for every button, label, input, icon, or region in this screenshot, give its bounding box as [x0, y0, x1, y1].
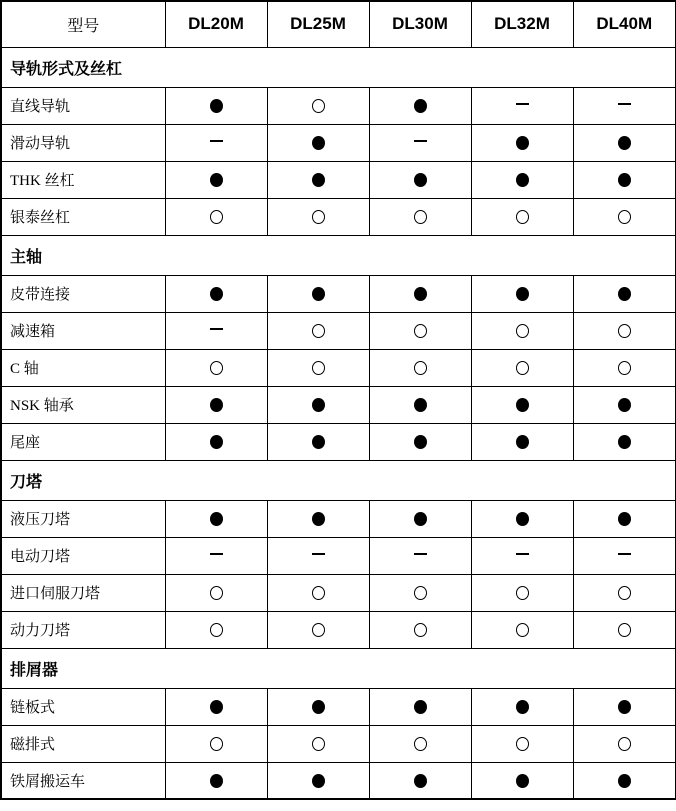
spec-row: [1, 574, 676, 611]
dash-icon: [312, 553, 325, 555]
open-circle-icon: [516, 623, 529, 637]
spec-value-cell: [165, 349, 267, 386]
filled-circle-icon: [312, 435, 325, 449]
filled-circle-icon: [414, 398, 427, 412]
open-circle-icon: [312, 586, 325, 600]
spec-value-cell: [369, 500, 471, 537]
spec-value-cell: [471, 688, 573, 725]
filled-circle-icon: [618, 774, 631, 788]
spec-value-cell: [267, 688, 369, 725]
spec-value-cell: [369, 161, 471, 198]
spec-row: [1, 688, 676, 725]
filled-circle-icon: [516, 136, 529, 150]
spec-table-body: [1, 47, 676, 799]
spec-value-cell: [573, 423, 676, 460]
spec-value-cell: [267, 725, 369, 762]
model-header-dl25m: DL25M: [267, 1, 369, 47]
spec-value-cell: [471, 386, 573, 423]
filled-circle-icon: [414, 173, 427, 187]
filled-circle-icon: [516, 512, 529, 526]
open-circle-icon: [414, 210, 427, 224]
filled-circle-icon: [312, 398, 325, 412]
filled-circle-icon: [618, 136, 631, 150]
spec-value-cell: [369, 87, 471, 124]
open-circle-icon: [312, 361, 325, 375]
filled-circle-icon: [414, 700, 427, 714]
spec-value-cell: [267, 537, 369, 574]
spec-value-cell: [471, 762, 573, 799]
spec-value-cell: [165, 198, 267, 235]
open-circle-icon: [312, 737, 325, 751]
spec-row-label: 银泰丝杠: [1, 198, 165, 235]
section-title: 主轴: [1, 235, 676, 275]
section-row: [1, 47, 676, 87]
spec-row-label: 动力刀塔: [1, 611, 165, 648]
filled-circle-icon: [210, 774, 223, 788]
spec-value-cell: [471, 537, 573, 574]
filled-circle-icon: [210, 287, 223, 301]
spec-value-cell: [165, 688, 267, 725]
spec-value-cell: [267, 423, 369, 460]
spec-row-label: THK 丝杠: [1, 161, 165, 198]
filled-circle-icon: [312, 136, 325, 150]
dash-icon: [618, 103, 631, 105]
filled-circle-icon: [516, 398, 529, 412]
open-circle-icon: [210, 623, 223, 637]
filled-circle-icon: [414, 774, 427, 788]
spec-value-cell: [267, 349, 369, 386]
filled-circle-icon: [210, 173, 223, 187]
spec-value-cell: [369, 537, 471, 574]
open-circle-icon: [414, 324, 427, 338]
spec-value-cell: [573, 762, 676, 799]
filled-circle-icon: [210, 700, 223, 714]
spec-value-cell: [369, 688, 471, 725]
spec-row: [1, 386, 676, 423]
spec-value-cell: [573, 574, 676, 611]
section-row: [1, 460, 676, 500]
spec-row: [1, 312, 676, 349]
open-circle-icon: [618, 210, 631, 224]
open-circle-icon: [210, 210, 223, 224]
open-circle-icon: [618, 623, 631, 637]
spec-row-label: 链板式: [1, 688, 165, 725]
spec-value-cell: [369, 386, 471, 423]
open-circle-icon: [312, 210, 325, 224]
spec-value-cell: [573, 161, 676, 198]
spec-value-cell: [369, 349, 471, 386]
spec-row: [1, 161, 676, 198]
spec-value-cell: [369, 725, 471, 762]
spec-value-cell: [369, 574, 471, 611]
section-title: 刀塔: [1, 460, 676, 500]
spec-row-label: 皮带连接: [1, 275, 165, 312]
spec-row: [1, 198, 676, 235]
spec-value-cell: [267, 87, 369, 124]
open-circle-icon: [414, 586, 427, 600]
filled-circle-icon: [414, 99, 427, 113]
spec-value-cell: [369, 198, 471, 235]
spec-value-cell: [165, 574, 267, 611]
filled-circle-icon: [210, 398, 223, 412]
spec-value-cell: [471, 611, 573, 648]
filled-circle-icon: [312, 774, 325, 788]
spec-value-cell: [267, 198, 369, 235]
spec-value-cell: [165, 386, 267, 423]
spec-value-cell: [369, 423, 471, 460]
spec-value-cell: [165, 161, 267, 198]
filled-circle-icon: [516, 287, 529, 301]
spec-value-cell: [165, 275, 267, 312]
spec-value-cell: [267, 386, 369, 423]
spec-value-cell: [369, 124, 471, 161]
spec-value-cell: [267, 574, 369, 611]
dash-icon: [210, 553, 223, 555]
spec-value-cell: [267, 312, 369, 349]
spec-value-cell: [573, 312, 676, 349]
spec-row-label: 减速箱: [1, 312, 165, 349]
spec-row-label: C 轴: [1, 349, 165, 386]
filled-circle-icon: [414, 287, 427, 301]
spec-row-label: 电动刀塔: [1, 537, 165, 574]
filled-circle-icon: [210, 99, 223, 113]
model-column-header: 型号: [1, 1, 165, 47]
filled-circle-icon: [414, 512, 427, 526]
spec-value-cell: [165, 762, 267, 799]
spec-value-cell: [165, 124, 267, 161]
model-header-dl30m: DL30M: [369, 1, 471, 47]
spec-value-cell: [471, 500, 573, 537]
open-circle-icon: [210, 361, 223, 375]
spec-row-label: 进口伺服刀塔: [1, 574, 165, 611]
spec-value-cell: [573, 611, 676, 648]
spec-value-cell: [267, 762, 369, 799]
spec-value-cell: [165, 312, 267, 349]
spec-value-cell: [573, 198, 676, 235]
spec-row: [1, 762, 676, 799]
open-circle-icon: [312, 324, 325, 338]
filled-circle-icon: [618, 287, 631, 301]
filled-circle-icon: [312, 512, 325, 526]
filled-circle-icon: [312, 287, 325, 301]
spec-value-cell: [471, 198, 573, 235]
filled-circle-icon: [312, 173, 325, 187]
spec-value-cell: [267, 161, 369, 198]
spec-row: [1, 87, 676, 124]
filled-circle-icon: [210, 512, 223, 526]
open-circle-icon: [618, 361, 631, 375]
dash-icon: [516, 103, 529, 105]
spec-value-cell: [573, 725, 676, 762]
filled-circle-icon: [414, 435, 427, 449]
spec-value-cell: [471, 349, 573, 386]
spec-row-label: 滑动导轨: [1, 124, 165, 161]
spec-value-cell: [267, 275, 369, 312]
spec-row: [1, 537, 676, 574]
spec-value-cell: [573, 87, 676, 124]
dash-icon: [414, 140, 427, 142]
section-title: 排屑器: [1, 648, 676, 688]
section-row: [1, 648, 676, 688]
open-circle-icon: [414, 361, 427, 375]
spec-value-cell: [369, 762, 471, 799]
filled-circle-icon: [618, 173, 631, 187]
spec-value-cell: [471, 725, 573, 762]
spec-value-cell: [471, 161, 573, 198]
model-header-dl20m: DL20M: [165, 1, 267, 47]
spec-row: [1, 423, 676, 460]
open-circle-icon: [312, 623, 325, 637]
header-row: [1, 1, 676, 47]
spec-value-cell: [471, 574, 573, 611]
open-circle-icon: [618, 737, 631, 751]
section-row: [1, 235, 676, 275]
spec-value-cell: [165, 500, 267, 537]
model-header-dl40m: DL40M: [573, 1, 676, 47]
spec-value-cell: [573, 349, 676, 386]
open-circle-icon: [516, 210, 529, 224]
open-circle-icon: [312, 99, 325, 113]
spec-row: [1, 725, 676, 762]
filled-circle-icon: [618, 512, 631, 526]
spec-value-cell: [573, 386, 676, 423]
spec-value-cell: [267, 500, 369, 537]
spec-row: [1, 124, 676, 161]
dash-icon: [210, 328, 223, 330]
open-circle-icon: [618, 586, 631, 600]
spec-row: [1, 349, 676, 386]
open-circle-icon: [210, 586, 223, 600]
spec-value-cell: [369, 611, 471, 648]
spec-row-label: 直线导轨: [1, 87, 165, 124]
open-circle-icon: [516, 361, 529, 375]
spec-value-cell: [471, 275, 573, 312]
open-circle-icon: [210, 737, 223, 751]
spec-value-cell: [471, 423, 573, 460]
spec-value-cell: [369, 312, 471, 349]
filled-circle-icon: [618, 700, 631, 714]
spec-value-cell: [267, 124, 369, 161]
spec-row-label: 磁排式: [1, 725, 165, 762]
open-circle-icon: [516, 737, 529, 751]
spec-value-cell: [471, 124, 573, 161]
spec-value-cell: [471, 87, 573, 124]
spec-row: [1, 500, 676, 537]
spec-value-cell: [573, 275, 676, 312]
filled-circle-icon: [210, 435, 223, 449]
spec-value-cell: [165, 611, 267, 648]
dash-icon: [516, 553, 529, 555]
spec-value-cell: [573, 688, 676, 725]
dash-icon: [414, 553, 427, 555]
filled-circle-icon: [312, 700, 325, 714]
spec-row: [1, 611, 676, 648]
spec-value-cell: [369, 275, 471, 312]
dash-icon: [210, 140, 223, 142]
spec-row-label: NSK 轴承: [1, 386, 165, 423]
spec-value-cell: [165, 87, 267, 124]
filled-circle-icon: [516, 700, 529, 714]
filled-circle-icon: [516, 173, 529, 187]
spec-row-label: 尾座: [1, 423, 165, 460]
model-header-dl32m: DL32M: [471, 1, 573, 47]
spec-value-cell: [573, 537, 676, 574]
open-circle-icon: [516, 324, 529, 338]
spec-row-label: 液压刀塔: [1, 500, 165, 537]
spec-value-cell: [573, 500, 676, 537]
open-circle-icon: [516, 586, 529, 600]
section-title: 导轨形式及丝杠: [1, 47, 676, 87]
open-circle-icon: [414, 737, 427, 751]
spec-value-cell: [165, 725, 267, 762]
spec-value-cell: [165, 537, 267, 574]
open-circle-icon: [618, 324, 631, 338]
spec-row: [1, 275, 676, 312]
open-circle-icon: [414, 623, 427, 637]
filled-circle-icon: [516, 435, 529, 449]
filled-circle-icon: [618, 398, 631, 412]
filled-circle-icon: [618, 435, 631, 449]
spec-value-cell: [471, 312, 573, 349]
dash-icon: [618, 553, 631, 555]
filled-circle-icon: [516, 774, 529, 788]
spec-value-cell: [573, 124, 676, 161]
spec-value-cell: [165, 423, 267, 460]
spec-value-cell: [267, 611, 369, 648]
spec-row-label: 铁屑搬运车: [1, 762, 165, 799]
